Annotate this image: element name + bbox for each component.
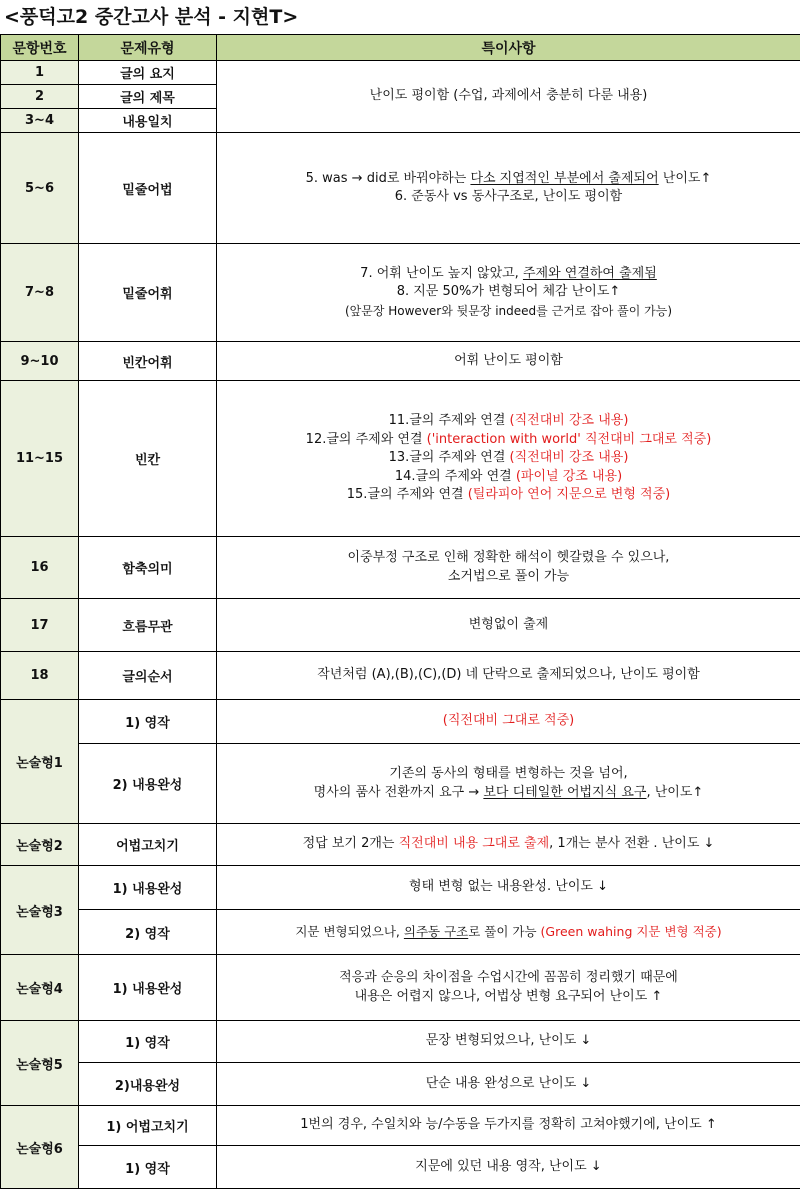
note-cell: 지문에 있던 내용 영작, 난이도 ↓ [217,1146,800,1189]
note-cell: 어휘 난이도 평이함 [217,342,800,381]
note-cell: 형태 변형 없는 내용완성. 난이도 ↓ [217,866,800,910]
question-number: 1 [1,61,79,85]
table-row [1,866,800,910]
header-question-number: 문항번호 [1,35,79,61]
question-type: 함축의미 [79,537,217,599]
note-line: 적응과 순응의 차이점을 수업시간에 꼼꼼히 정리했기 때문에 [339,970,678,985]
note-cell: 단순 내용 완성으로 난이도 ↓ [217,1063,800,1106]
question-type: 밑줄어휘 [79,244,217,342]
question-type: 내용일치 [79,109,217,133]
note-highlight-text: (파이널 강조 내용) [515,468,623,484]
exam-analysis-table [0,34,800,1189]
note-highlight-text: (Green wahing 지문 변형 적중) [540,923,722,939]
note-text: 지문 변형되었으나, [295,923,404,939]
question-type: 2) 영작 [79,910,217,955]
note-line [217,486,800,505]
table-row [1,1146,800,1189]
note-cell [217,744,800,824]
table-row [1,537,800,599]
note-line: 내용은 어렵지 않으나, 어법상 변형 요구되어 난이도 ↑ [354,988,663,1004]
note-underlined-text: 의주동 구조 [403,923,469,939]
note-text: 7. 어휘 난이도 높지 않았고, [360,265,523,281]
header-question-type: 문제유형 [79,35,217,61]
question-number: 18 [1,652,79,700]
note-cell [217,824,800,866]
note-line: (앞문장 However와 뒷문장 indeed를 근거로 잡아 풀이 가능) [344,303,673,318]
note-text: 14.글의 주제와 연결 [394,468,516,484]
table-row [1,1063,800,1106]
question-number: 16 [1,537,79,599]
table-header-row [1,35,800,61]
table-row [1,652,800,700]
note-cell: 문장 변형되었으나, 난이도 ↓ [217,1021,800,1063]
note-text: 15.글의 주제와 연결 [346,487,468,503]
table-row [1,244,800,342]
table-row [1,910,800,955]
note-cell: 1번의 경우, 수일치와 능/수동을 두가지를 정확히 고쳐야했기에, 난이도 ↑ [217,1106,800,1146]
table-row [1,744,800,824]
note-highlight-text: 직전대비 내용 그대로 출제 [398,836,550,852]
note-underlined-text: 주제와 연결하여 출제됨 [522,265,657,281]
question-type: 1) 내용완성 [79,955,217,1021]
question-type: 글의순서 [79,652,217,700]
note-text: 12.글의 주제와 연결 [305,431,427,447]
note-line: 기존의 동사의 형태를 변형하는 것을 넘어, [389,766,628,781]
table-row [1,1106,800,1146]
question-type: 1) 영작 [79,1146,217,1189]
note-line [217,431,800,450]
note-cell [217,700,800,744]
question-number: 논술형5 [1,1021,79,1106]
question-number: 3~4 [1,109,79,133]
question-type: 빈칸어휘 [79,342,217,381]
note-text: 11.글의 주제와 연결 [388,413,510,429]
question-number: 7~8 [1,244,79,342]
question-number: 2 [1,85,79,109]
note-text: , 난이도↑ [646,784,704,800]
note-cell [217,537,800,599]
question-number: 논술형6 [1,1106,79,1189]
table-row [1,599,800,652]
note-text: 정답 보기 2개는 [302,836,399,852]
note-line: 이중부정 구조로 인해 정확한 해석이 헷갈렸을 수 있으나, [347,550,670,565]
question-type: 1) 영작 [79,700,217,744]
note-line: 6. 준동사 vs 동사구조로, 난이도 평이함 [394,189,623,204]
note-text: 13.글의 주제와 연결 [388,450,510,466]
question-type: 흐름무관 [79,599,217,652]
table-row [1,381,800,537]
table-row [1,955,800,1021]
note-text: 명사의 품사 전환까지 요구 → [313,784,484,800]
note-line: 소거법으로 풀이 가능 [447,568,570,584]
question-type: 1) 영작 [79,1021,217,1063]
table-row [1,342,800,381]
note-line [217,449,800,468]
question-type: 밑줄어법 [79,133,217,244]
note-text: 5. was → did로 바꿔야하는 [305,170,471,186]
note-text: 난이도↑ [658,170,712,186]
table-row [1,1021,800,1063]
question-type: 2) 내용완성 [79,744,217,824]
question-type: 1) 어법고치기 [79,1106,217,1146]
table-row [1,824,800,866]
note-cell: 변형없이 출제 [217,599,800,652]
note-highlight-text: (직전대비 강조 내용) [509,413,629,429]
note-line [217,468,800,487]
table-row [1,133,800,244]
question-type: 빈칸 [79,381,217,537]
note-line: 8. 지문 50%가 변형되어 체감 난이도↑ [396,284,621,300]
question-number: 논술형2 [1,824,79,866]
note-highlight-text: (직전대비 그대로 적중) [442,713,575,729]
note-line [217,784,800,803]
question-type: 1) 내용완성 [79,866,217,910]
question-number: 논술형1 [1,700,79,824]
note-text: 로 풀이 가능 [468,923,541,939]
note-text: 난이도 평이함 (수업, 과제에서 충분히 다룬 내용) [369,88,648,104]
question-number: 논술형4 [1,955,79,1021]
note-line [217,170,800,189]
note-underlined-text: 다소 지엽적인 부분에서 출제되어 [470,170,659,186]
note-cell [217,910,800,955]
note-cell [217,133,800,244]
note-highlight-text: (직전대비 강조 내용) [509,450,629,466]
note-highlight-text: ('interaction with world' 직전대비 그대로 적중) [426,431,712,447]
question-type: 글의 요지 [79,61,217,85]
note-cell [217,61,800,133]
question-number: 11~15 [1,381,79,537]
question-number: 5~6 [1,133,79,244]
question-type: 글의 제목 [79,85,217,109]
question-number: 9~10 [1,342,79,381]
header-notes: 특이사항 [217,35,800,61]
question-number: 17 [1,599,79,652]
note-text: , 1개는 분사 전환 . 난이도 ↓ [549,836,715,852]
note-cell [217,244,800,342]
note-line [217,265,800,284]
note-highlight-text: (틸라피아 연어 지문으로 변형 적중) [467,487,671,503]
page-title: <풍덕고2 중간고사 분석 - 지현T> [4,6,299,28]
note-cell: 작년처럼 (A),(B),(C),(D) 네 단락으로 출제되었으나, 난이도 평이함 [217,652,800,700]
question-number: 논술형3 [1,866,79,955]
question-type: 2)내용완성 [79,1063,217,1106]
note-line [217,412,800,431]
note-cell [217,381,800,537]
table-row [1,700,800,744]
note-underlined-text: 보다 디테일한 어법지식 요구 [483,784,647,800]
note-cell [217,955,800,1021]
question-type: 어법고치기 [79,824,217,866]
table-row [1,61,800,85]
